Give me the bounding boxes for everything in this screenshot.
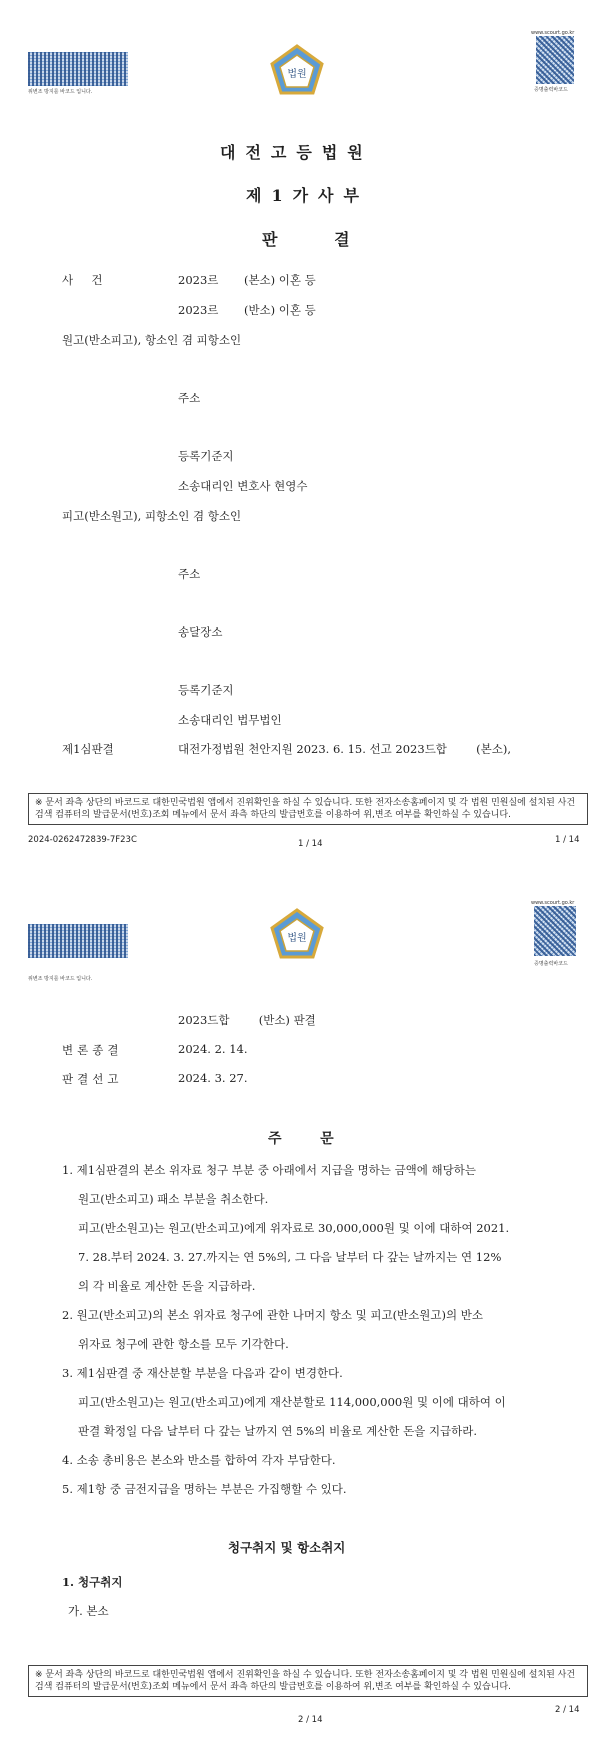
case-line-1: 2023르 (본소) 이혼 등 bbox=[178, 273, 316, 287]
order-line: 의 각 비율로 계산한 돈을 지급하라. bbox=[78, 1279, 256, 1293]
claims-subheading: 1. 청구취지 bbox=[62, 1575, 123, 1589]
qr-code-image bbox=[534, 906, 576, 956]
barcode-image bbox=[28, 924, 128, 958]
first-instance-text: 대전가정법원 천안지원 2023. 6. 15. 선고 2023드합 (본소), bbox=[178, 742, 511, 756]
order-line: 판결 확정일 다음 날부터 다 갚는 날까지 연 5%의 비율로 계산한 돈을 지급하라. bbox=[78, 1424, 478, 1438]
verification-notice: ※ 문서 좌측 상단의 바코드로 대한민국법원 앱에서 진위확인을 하실 수 있습니다. 또한 전자소송홈페이지 및 각 법원 민원실에 설치된 사건검색 컴퓨터의 발급문서(번호)조회 메뉴에서 문서 좌측 하단의 발급번호를 이용하여 위,변조 여부를 확인하실 수 있습니다. bbox=[28, 1665, 588, 1697]
defendant-registered: 등록기준지 bbox=[178, 683, 234, 697]
order-line: 4. 소송 총비용은 본소와 반소를 합하여 각자 부담한다. bbox=[62, 1453, 336, 1467]
first-instance-label: 제1심판결 bbox=[62, 742, 114, 756]
judgment-label: 판결선고 bbox=[62, 1072, 123, 1086]
qr-code-image bbox=[536, 36, 574, 84]
barcode-image bbox=[28, 52, 128, 86]
court-name: 대전고등법원 bbox=[220, 143, 373, 162]
case-line-2: 2023르 (반소) 이혼 등 bbox=[178, 303, 316, 317]
order-line: 5. 제1항 중 금전지급을 명하는 부분은 가집행할 수 있다. bbox=[62, 1482, 347, 1496]
defendant-service: 송달장소 bbox=[178, 625, 223, 639]
page-number: 2 / 14 bbox=[298, 1715, 323, 1725]
order-line: 1. 제1심판결의 본소 위자료 청구 부분 중 아래에서 지급을 명하는 금액에 해당하는 bbox=[62, 1163, 476, 1177]
verification-notice: ※ 문서 좌측 상단의 바코드로 대한민국법원 앱에서 진위확인을 하실 수 있습니다. 또한 전자소송홈페이지 및 각 법원 민원실에 설치된 사건검색 컴퓨터의 발급문서(번호)조회 메뉴에서 문서 좌측 하단의 발급번호를 이용하여 위,변조 여부를 확인하실 수 있습니다. bbox=[28, 793, 588, 825]
claims-title: 청구취지 및 항소취지 bbox=[228, 1540, 346, 1555]
order-line: 원고(반소피고) 패소 부분을 취소한다. bbox=[78, 1192, 269, 1206]
defendant-label: 피고(반소원고), 피항소인 겸 항소인 bbox=[62, 509, 242, 523]
page-number-right: 1 / 14 bbox=[555, 835, 580, 845]
order-line: 피고(반소원고)는 원고(반소피고)에게 위자료로 30,000,000원 및 이에 대하여 2021. bbox=[78, 1221, 510, 1235]
emblem-label: 법원 bbox=[287, 69, 307, 80]
closing-label: 변론종결 bbox=[62, 1043, 123, 1057]
site-url: www.scourt.go.kr bbox=[531, 30, 575, 36]
defendant-address: 주소 bbox=[178, 567, 201, 581]
order-line: 3. 제1심판결 중 재산분할 부분을 다음과 같이 변경한다. bbox=[62, 1366, 343, 1380]
division-name: 제1가사부 bbox=[246, 186, 369, 205]
order-line: 2. 원고(반소피고)의 본소 위자료 청구에 관한 나머지 항소 및 피고(반소원고)의 반소 bbox=[62, 1308, 483, 1322]
judgment-date: 2024. 3. 27. bbox=[178, 1071, 248, 1085]
page-number-right: 2 / 14 bbox=[555, 1705, 580, 1715]
order-line: 피고(반소원고)는 원고(반소피고)에게 재산분할로 114,000,000원 및 이에 대하여 이 bbox=[78, 1395, 506, 1409]
order-line: 7. 28.부터 2024. 3. 27.까지는 연 5%의, 그 다음 날부터 다 갚는 날까지는 연 12% bbox=[78, 1250, 502, 1264]
claims-subheading: 가. 본소 bbox=[68, 1604, 109, 1618]
court-emblem-icon bbox=[269, 44, 325, 96]
document-page-2 bbox=[0, 870, 614, 1740]
plaintiff-label: 원고(반소피고), 항소인 겸 피항소인 bbox=[62, 333, 242, 347]
qr-caption: 증명출력바코드 bbox=[534, 87, 568, 93]
plaintiff-registered: 등록기준지 bbox=[178, 449, 234, 463]
order-line: 위자료 청구에 관한 항소를 모두 기각한다. bbox=[78, 1337, 289, 1351]
order-title: 주 문 bbox=[268, 1131, 340, 1147]
defendant-counsel: 소송대리인 법무법인 bbox=[178, 713, 282, 727]
continuation-line: 2023드합 (반소) 판결 bbox=[178, 1013, 316, 1027]
barcode-caption: 위변조 방지를 바코드 입니다. bbox=[28, 89, 93, 95]
qr-caption: 증명출력바코드 bbox=[534, 961, 568, 967]
plaintiff-address: 주소 bbox=[178, 391, 201, 405]
document-type: 판 결 bbox=[262, 230, 360, 249]
barcode-caption: 위변조 방지를 바코드 입니다. bbox=[28, 976, 93, 982]
closing-date: 2024. 2. 14. bbox=[178, 1042, 248, 1056]
page-number: 1 / 14 bbox=[298, 839, 323, 849]
issue-number: 2024-0262472839-7F23C bbox=[28, 835, 137, 845]
plaintiff-counsel: 소송대리인 변호사 현영수 bbox=[178, 479, 308, 493]
emblem-label: 법원 bbox=[287, 933, 307, 944]
site-url: www.scourt.go.kr bbox=[531, 900, 575, 906]
case-label: 사 건 bbox=[62, 273, 103, 287]
court-emblem-icon bbox=[269, 908, 325, 960]
